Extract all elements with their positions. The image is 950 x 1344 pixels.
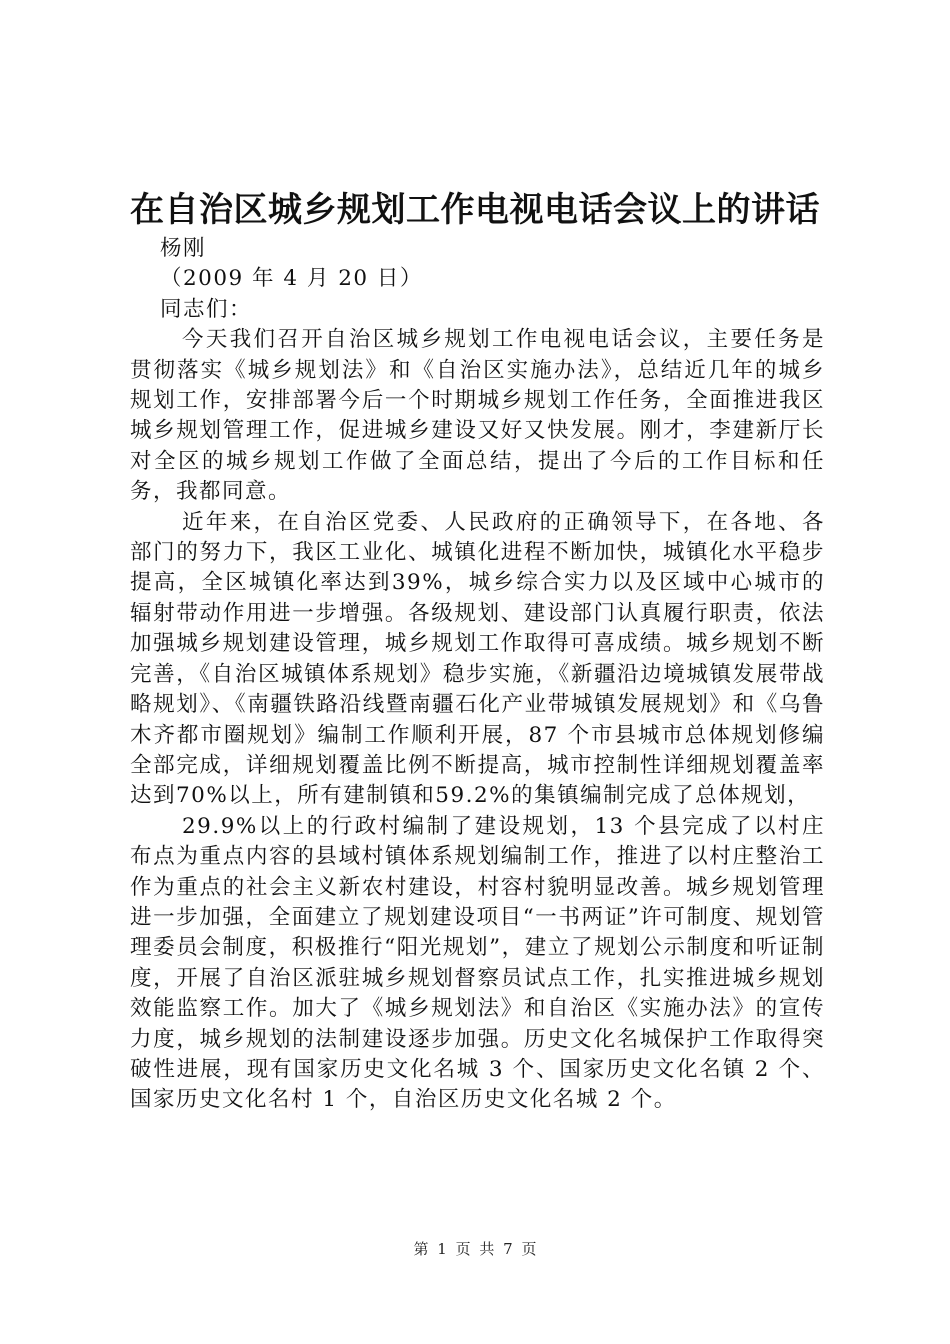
author-name: 杨刚 xyxy=(160,236,207,261)
speech-date: （2009 年 4 月 20 日） xyxy=(160,266,423,292)
document-body xyxy=(130,234,825,1116)
paragraph-3: 29.9%以上的行政村编制了建设规划，13 个县完成了以村庄布点为重点内容的县域村镇体系规划编制工作，推进了以村庄整治工作为重点的社会主义新农村建设，村容村貌明显改善。城乡规划管理进一步加强，全面建立了规划建设项目“一书两证”许可制度、规划管理委员会制度，积极推行“阳光规划”，建立了规划公示制度和听证制度，开展了自治区派驻城乡规划督察员试点工作，扎实推进城乡规划效能监察工作。加大了《城乡规划法》和自治区《实施办法》的宣传力度，城乡规划的法制建设逐步加强。历史文化名城保护工作取得突破性进展，现有国家历史文化名城 3 个、国家历史文化名镇 2 个、国家历史文化名村 1 个，自治区历史文化名城 2 个。 xyxy=(130,813,825,1113)
paragraph-1: 今天我们召开自治区城乡规划工作电视电话会议，主要任务是贯彻落实《城乡规划法》和《自治区实施办法》，总结近几年的城乡规划工作，安排部署今后一个时期城乡规划工作任务，全面推进我区城乡规划管理工作，促进城乡建设又好又快发展。刚才，李建新厅长对全区的城乡规划工作做了全面总结，提出了今后的工作目标和任务，我都同意。 xyxy=(130,327,825,505)
paragraph-2: 近年来，在自治区党委、人民政府的正确领导下，在各地、各部门的努力下，我区工业化、城镇化进程不断加快，城镇化水平稳步提高，全区城镇化率达到39%，城乡综合实力以及区域中心城市的辐射带动作用进一步增强。各级规划、建设部门认真履行职责，依法加强城乡规划建设管理，城乡规划工作取得可喜成绩。城乡规划不断完善，《自治区城镇体系规划》稳步实施，《新疆沿边境城镇发展带战略规划》、《南疆铁路沿线暨南疆石化产业带城镇发展规划》和《乌鲁木齐都市圈规划》编制工作顺利开展，87 个市县城市总体规划修编全部完成，详细规划覆盖比例不断提高，城市控制性详细规划覆盖率达到70%以上，所有建制镇和59.2%的集镇编制完成了总体规划， xyxy=(130,509,825,809)
document-title: 在自治区城乡规划工作电视电话会议上的讲话 xyxy=(130,190,820,230)
salutation: 同志们： xyxy=(160,296,253,322)
page-number-footer: 第 1 页 共 7 页 xyxy=(413,1240,537,1258)
